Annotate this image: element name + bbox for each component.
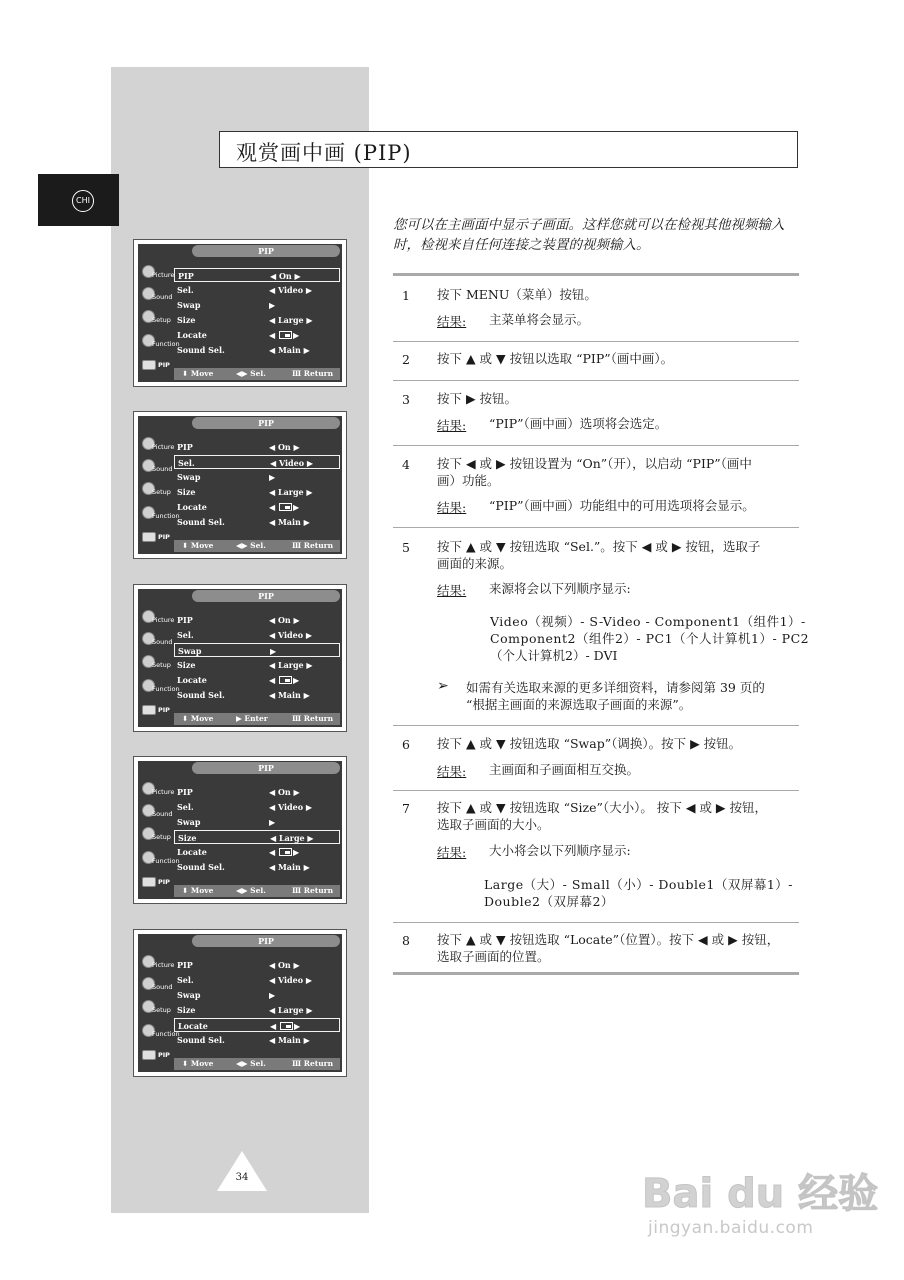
step-number: 8 [402, 933, 410, 948]
move-arrows-icon: ⬍ [182, 714, 191, 723]
osd-row-value [269, 845, 299, 859]
osd-row-label: PIP [177, 787, 193, 797]
osd-menu-row [174, 973, 340, 987]
osd-footer [174, 713, 340, 725]
osd-menu-tab-label: Setup [152, 833, 171, 841]
osd-menu-tab-label: Picture [152, 271, 175, 279]
note-text: “根据主画面的来源选取子画面的来源”。 [466, 697, 692, 712]
osd-row-value: ◀ Main ▶ [269, 862, 310, 872]
step-text: 按下 ◀ 或 ▶ 按钮设置为 “On”（开），以启动 “PIP”（画中 [437, 456, 752, 471]
osd-footer [174, 1058, 340, 1070]
osd-row-value: ▶ [270, 646, 277, 656]
intro-paragraph: 您可以在主画面中显示子画面。这样您就可以在检视其他视频输入时，检视来自任何连接之装置的视频输入。 [393, 217, 785, 253]
footer-select [236, 1058, 266, 1070]
language-tab [38, 174, 119, 226]
osd-row-label: Sound Sel. [177, 345, 225, 355]
osd-menu-tab-label: Setup [152, 1006, 171, 1014]
osd-menu-tab-icon [141, 677, 180, 695]
osd-row-value: ◀ On ▶ [269, 787, 300, 797]
osd-panel [138, 761, 342, 899]
osd-row-label: Sel. [177, 630, 194, 640]
osd-row-value: ▶ [269, 990, 276, 1000]
osd-title: PIP [192, 245, 340, 257]
step-number: 2 [402, 352, 410, 367]
source-sequence: Component2（组件2）- PC1（个人计算机1）- PC2 [490, 631, 810, 646]
move-arrows-icon: ⬍ [182, 541, 191, 550]
divider [393, 725, 799, 726]
osd-row-value: ◀ On ▶ [269, 442, 300, 452]
osd-menu-tab-icon [141, 480, 171, 498]
left-arrow-icon: ◀ [269, 330, 276, 340]
osd-menu-row [174, 688, 340, 702]
pip-position-icon [279, 331, 292, 339]
osd-row-value [270, 1019, 300, 1033]
osd-row-label: PIP [178, 271, 194, 281]
pip-icon [142, 877, 156, 887]
footer-return-label: Return [303, 886, 334, 895]
right-arrow-icon: ▶ [293, 1021, 301, 1031]
step-number: 7 [402, 801, 410, 816]
footer-select [236, 540, 266, 552]
page-number: 34 [235, 1172, 249, 1183]
osd-menu-tab-icon [141, 849, 180, 867]
osd-title: PIP [192, 762, 340, 774]
osd-menu-tab-icon [141, 528, 171, 546]
select-arrows-icon: ◀▶ [236, 541, 251, 550]
select-arrows-icon: ▶ [236, 714, 245, 723]
footer-move [182, 1058, 213, 1070]
osd-row-value: ◀ Main ▶ [269, 345, 310, 355]
note-arrow-icon: ➢ [437, 678, 449, 694]
osd-menu-row [174, 673, 340, 687]
footer-select-label: Sel. [250, 541, 266, 550]
osd-row-value: ▶ [269, 472, 276, 482]
move-arrows-icon: ⬍ [182, 369, 191, 378]
footer-move-label: Move [190, 886, 214, 895]
step-text: 选取子画面的大小。 [437, 817, 550, 832]
osd-row-label: Swap [177, 472, 201, 482]
osd-row-label: Locate [177, 330, 207, 340]
osd-menu-row [174, 613, 340, 627]
note-text: 如需有关选取来源的更多详细资料，请参阅第 39 页的 [466, 680, 765, 695]
page-number-triangle [217, 1151, 267, 1191]
pip-menu-screen [133, 929, 347, 1077]
footer-return-label: Return [303, 714, 334, 723]
right-arrow-icon: ▶ [292, 847, 300, 857]
step-result: 大小将会以下列顺序显示: [489, 843, 631, 858]
pip-position-icon [280, 1022, 293, 1030]
pip-icon [142, 532, 156, 542]
osd-row-value: ▶ [269, 300, 276, 310]
osd-menu-row [174, 455, 340, 469]
osd-row-value [269, 328, 299, 342]
osd-menu-tab-label: Picture [152, 443, 175, 451]
move-arrows-icon: ⬍ [182, 1059, 191, 1068]
divider [393, 922, 799, 923]
left-arrow-icon: ◀ [269, 675, 276, 685]
divider [393, 445, 799, 446]
left-arrow-icon: ◀ [270, 1021, 277, 1031]
footer-return-label: Return [303, 541, 334, 550]
baidu-watermark [640, 1150, 880, 1260]
osd-menu-tab-label: PIP [158, 878, 170, 886]
osd-row-label: Size [178, 833, 197, 843]
source-sequence: Video（视频）- S-Video - Component1（组件1）- [490, 614, 806, 629]
watermark-url: jingyan.baidu.com [648, 1218, 814, 1238]
osd-menu-tab-icon [141, 263, 175, 281]
osd-menu-tab-icon [141, 653, 171, 671]
osd-title: PIP [192, 417, 340, 429]
step-text: 按下 ▶ 按钮。 [437, 391, 518, 406]
result-label: 结果: [437, 583, 467, 598]
osd-row-value: ◀ On ▶ [269, 960, 300, 970]
pip-menu-screen [133, 584, 347, 732]
osd-row-value: ◀ Video ▶ [269, 975, 312, 985]
pip-menu-screen [133, 756, 347, 904]
osd-menu-tab-label: Function [152, 340, 180, 348]
pip-position-icon [279, 848, 292, 856]
osd-row-value: ◀ Large ▶ [269, 660, 313, 670]
footer-return-label: Return [303, 369, 334, 378]
osd-menu-tab-icon [141, 608, 175, 626]
footer-move [182, 885, 213, 897]
osd-menu-tab-label: Sound [152, 810, 173, 818]
osd-row-value: ◀ Main ▶ [269, 1035, 310, 1045]
select-arrows-icon: ◀▶ [236, 1059, 251, 1068]
footer-select-label: Sel. [250, 886, 266, 895]
osd-menu-tab-label: Picture [152, 616, 175, 624]
osd-title: PIP [192, 590, 340, 602]
osd-menu-row [174, 815, 340, 829]
pip-icon [142, 360, 156, 370]
osd-panel [138, 416, 342, 554]
osd-row-label: Sel. [177, 975, 194, 985]
osd-menu-tab-label: Function [152, 685, 180, 693]
osd-menu-row [174, 515, 340, 529]
step-result: 来源将会以下列顺序显示: [489, 581, 631, 596]
footer-select-label: Sel. [250, 1059, 266, 1068]
osd-row-label: Size [177, 1005, 196, 1015]
osd-menu-row [174, 268, 340, 282]
step-result: “PIP”（画中画）功能组中的可用选项将会显示。 [489, 498, 755, 513]
osd-menu-row [174, 1018, 340, 1032]
osd-menu-tab-label: Sound [152, 293, 173, 301]
pip-menu-screen [133, 411, 347, 559]
osd-menu-tab-icon [141, 953, 175, 971]
osd-menu-row [174, 658, 340, 672]
size-sequence: Double2（双屏幕2） [484, 894, 614, 909]
pip-position-icon [279, 676, 292, 684]
osd-row-label: Locate [177, 502, 207, 512]
osd-menu-row [174, 1003, 340, 1017]
divider [393, 790, 799, 791]
osd-menu-row [174, 785, 340, 799]
osd-menu-tab-label: Sound [152, 638, 173, 646]
osd-menu-tab-label: Setup [152, 661, 171, 669]
osd-row-value: ◀ Video ▶ [269, 285, 312, 295]
osd-row-label: Sound Sel. [177, 1035, 225, 1045]
pip-icon [142, 705, 156, 715]
osd-footer [174, 885, 340, 897]
osd-menu-tab-label: Function [152, 1030, 180, 1038]
osd-menu-row [174, 328, 340, 342]
osd-menu-tab-icon [141, 873, 171, 891]
footer-move-label: Move [190, 369, 214, 378]
result-label: 结果: [437, 845, 467, 860]
osd-panel [138, 244, 342, 382]
osd-menu-row [174, 283, 340, 297]
move-arrows-icon: ⬍ [182, 886, 191, 895]
step-result: “PIP”（画中画）选项将会选定。 [489, 416, 668, 431]
step-result: 主画面和子画面相互交换。 [489, 762, 640, 777]
osd-row-value: ◀ Large ▶ [269, 1005, 313, 1015]
osd-menu-tab-icon [141, 780, 175, 798]
osd-row-label: PIP [177, 615, 193, 625]
source-sequence: （个人计算机2）- DVI [490, 648, 618, 663]
osd-menu-tab-label: PIP [158, 706, 170, 714]
osd-menu-tab-label: Setup [152, 316, 171, 324]
osd-menu-tab-label: Function [152, 857, 180, 865]
language-badge: CHI [72, 190, 94, 212]
osd-row-label: Sel. [178, 458, 195, 468]
osd-menu-row [174, 643, 340, 657]
osd-footer [174, 540, 340, 552]
pip-icon [142, 1050, 156, 1060]
osd-menu-row [174, 343, 340, 357]
osd-menu-row [174, 440, 340, 454]
osd-menu-tab-icon [141, 998, 171, 1016]
step-number: 5 [402, 540, 410, 555]
osd-row-label: Swap [177, 990, 201, 1000]
size-sequence: Large（大）- Small（小）- Double1（双屏幕1）- [484, 877, 794, 892]
footer-return [292, 1058, 333, 1070]
osd-row-value: ◀ On ▶ [269, 615, 300, 625]
osd-menu-tab-icon [141, 1046, 171, 1064]
footer-return [292, 368, 333, 380]
osd-menu-tab-icon [141, 285, 171, 303]
osd-row-value: ◀ On ▶ [270, 271, 301, 281]
osd-row-label: Size [177, 315, 196, 325]
osd-menu-tab-icon [141, 825, 171, 843]
osd-row-value: ◀ Video ▶ [269, 802, 312, 812]
footer-move-label: Move [190, 1059, 214, 1068]
result-label: 结果: [437, 418, 467, 433]
osd-menu-tab-icon [141, 504, 180, 522]
osd-row-label: Locate [177, 847, 207, 857]
right-arrow-icon: ▶ [292, 675, 300, 685]
watermark-brand: Bai du 经验 [642, 1171, 879, 1217]
osd-menu-row [174, 800, 340, 814]
osd-row-value: ◀ Large ▶ [269, 487, 313, 497]
menu-button-icon: Ⅲ [292, 714, 304, 723]
osd-row-value [269, 500, 299, 514]
osd-menu-row [174, 628, 340, 642]
divider [393, 527, 799, 528]
osd-menu-tab-icon [141, 332, 180, 350]
footer-return-label: Return [303, 1059, 334, 1068]
right-arrow-icon: ▶ [292, 330, 300, 340]
osd-row-value: ◀ Large ▶ [269, 315, 313, 325]
osd-menu-tab-label: Sound [152, 465, 173, 473]
pip-position-icon [279, 503, 292, 511]
osd-panel [138, 934, 342, 1072]
osd-menu-tab-label: PIP [158, 1051, 170, 1059]
step-text: 画）功能。 [437, 473, 500, 488]
select-arrows-icon: ◀▶ [236, 369, 251, 378]
osd-menu-tab-label: Sound [152, 983, 173, 991]
divider-bottom [393, 972, 799, 975]
divider-top [393, 273, 799, 276]
osd-menu-tab-icon [141, 630, 171, 648]
osd-row-label: Locate [177, 675, 207, 685]
step-number: 4 [402, 457, 410, 472]
page-title-box [219, 131, 798, 168]
step-text: 按下 MENU（菜单）按钮。 [437, 287, 597, 302]
footer-move [182, 713, 213, 725]
footer-move [182, 540, 213, 552]
osd-row-label: Swap [177, 300, 201, 310]
osd-menu-tab-label: Picture [152, 788, 175, 796]
osd-menu-row [174, 485, 340, 499]
footer-move [182, 368, 213, 380]
osd-row-label: PIP [177, 960, 193, 970]
osd-row-value: ◀ Large ▶ [270, 833, 314, 843]
osd-menu-tab-icon [141, 975, 171, 993]
step-text: 按下 ▲ 或 ▼ 按钮选取 “Sel.”。按下 ◀ 或 ▶ 按钮，选取子 [437, 539, 761, 554]
menu-button-icon: Ⅲ [292, 369, 304, 378]
osd-menu-tab-icon [141, 701, 171, 719]
osd-panel [138, 589, 342, 727]
osd-menu-tab-icon [141, 802, 171, 820]
osd-row-label: Size [177, 487, 196, 497]
osd-row-value [269, 673, 299, 687]
footer-return [292, 540, 333, 552]
osd-row-value: ◀ Main ▶ [269, 690, 310, 700]
step-number: 3 [402, 392, 410, 407]
step-number: 1 [402, 288, 410, 303]
footer-select [236, 368, 266, 380]
osd-menu-tab-label: PIP [158, 533, 170, 541]
divider [393, 380, 799, 381]
osd-menu-row [174, 1033, 340, 1047]
osd-row-value: ◀ Video ▶ [270, 458, 313, 468]
result-label: 结果: [437, 764, 467, 779]
footer-select-label: Sel. [250, 369, 266, 378]
menu-button-icon: Ⅲ [292, 541, 304, 550]
osd-row-label: Swap [177, 817, 201, 827]
step-number: 6 [402, 737, 410, 752]
menu-button-icon: Ⅲ [292, 886, 304, 895]
step-text: 按下 ▲ 或 ▼ 按钮以选取 “PIP”（画中画）。 [437, 351, 674, 366]
result-label: 结果: [437, 500, 467, 515]
osd-menu-tab-icon [141, 356, 171, 374]
osd-menu-row [174, 298, 340, 312]
footer-return [292, 713, 333, 725]
osd-footer [174, 368, 340, 380]
osd-menu-tab-label: Function [152, 512, 180, 520]
right-arrow-icon: ▶ [292, 502, 300, 512]
osd-row-label: Locate [178, 1021, 208, 1031]
osd-menu-tab-icon [141, 308, 171, 326]
osd-row-label: Sound Sel. [177, 862, 225, 872]
osd-menu-row [174, 470, 340, 484]
pip-menu-screen [133, 239, 347, 387]
footer-select [236, 713, 268, 725]
divider [393, 341, 799, 342]
step-text: 按下 ▲ 或 ▼ 按钮选取 “Size”（大小）。 按下 ◀ 或 ▶ 按钮， [437, 800, 768, 815]
osd-title: PIP [192, 935, 340, 947]
osd-row-value: ◀ Video ▶ [269, 630, 312, 640]
osd-row-label: Sel. [177, 802, 194, 812]
step-text: 按下 ▲ 或 ▼ 按钮选取 “Swap”（调换）。按下 ▶ 按钮。 [437, 736, 742, 751]
footer-return [292, 885, 333, 897]
osd-menu-row [174, 830, 340, 844]
menu-button-icon: Ⅲ [292, 1059, 304, 1068]
osd-menu-row [174, 860, 340, 874]
footer-select-label: Enter [244, 714, 268, 723]
select-arrows-icon: ◀▶ [236, 886, 251, 895]
step-text: 选取子画面的位置。 [437, 949, 550, 964]
osd-menu-row [174, 958, 340, 972]
osd-menu-row [174, 988, 340, 1002]
osd-row-label: Size [177, 660, 196, 670]
left-arrow-icon: ◀ [269, 847, 276, 857]
osd-menu-row [174, 845, 340, 859]
osd-menu-tab-label: PIP [158, 361, 170, 369]
osd-row-value: ▶ [269, 817, 276, 827]
osd-menu-tab-icon [141, 1022, 180, 1040]
osd-menu-tab-label: Picture [152, 961, 175, 969]
left-arrow-icon: ◀ [269, 502, 276, 512]
page-title: 观赏画中画 (PIP) [236, 141, 412, 165]
osd-menu-tab-label: Setup [152, 488, 171, 496]
step-text: 按下 ▲ 或 ▼ 按钮选取 “Locate”（位置）。按下 ◀ 或 ▶ 按钮， [437, 932, 780, 947]
osd-row-value: ◀ Main ▶ [269, 517, 310, 527]
footer-move-label: Move [190, 541, 214, 550]
osd-menu-tab-icon [141, 457, 171, 475]
footer-move-label: Move [190, 714, 214, 723]
osd-row-label: Sel. [177, 285, 194, 295]
step-text: 画面的来源。 [437, 556, 513, 571]
osd-row-label: PIP [177, 442, 193, 452]
osd-menu-row [174, 313, 340, 327]
osd-row-label: Swap [178, 646, 202, 656]
step-result: 主菜单将会显示。 [489, 312, 590, 327]
osd-row-label: Sound Sel. [177, 690, 225, 700]
osd-menu-row [174, 500, 340, 514]
result-label: 结果: [437, 314, 467, 329]
osd-row-label: Sound Sel. [177, 517, 225, 527]
footer-select [236, 885, 266, 897]
osd-menu-tab-icon [141, 435, 175, 453]
